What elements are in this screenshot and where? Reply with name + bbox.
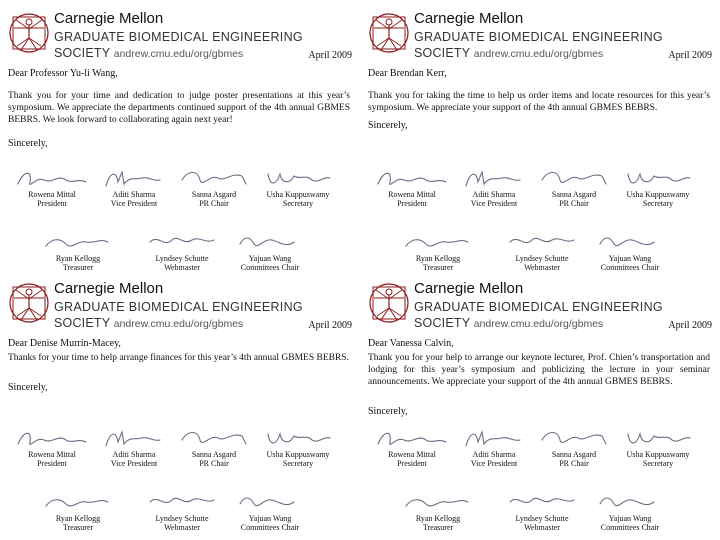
officer-name: Lyndsey Schutte [515,514,569,523]
signature-ryan-kellogg [38,230,118,272]
officer-name: Yajuan Wang [248,254,292,263]
officer-name: Rowena Mittal [28,190,76,199]
handwritten-signature-icon [374,166,450,190]
brand-name: Carnegie Mellon [414,280,524,297]
handwritten-signature-icon [96,426,172,450]
letter-date: April 2009 [308,50,352,61]
signature-lyndsey-schutte [142,490,222,532]
org-society-line [414,46,603,60]
officer-role: Treasurer [422,523,454,532]
officer-name: Yajuan Wang [248,514,292,523]
closing: Sincerely, [368,406,408,417]
officer-role: President [37,459,67,468]
signature-usha-kuppuswamy [258,426,338,468]
officer-role: President [397,199,427,208]
officer-role: Vice President [110,459,158,468]
salutation: Dear Professor Yu-li Wang, [8,68,118,79]
officer-name: Usha Kuppuswamy [626,450,690,459]
officer-role: Webmaster [164,523,200,532]
handwritten-signature-icon [504,230,580,254]
officer-role: Vice President [110,199,158,208]
officer-name: Yajuan Wang [608,514,652,523]
signature-lyndsey-schutte [142,230,222,272]
officer-role: Committees Chair [240,523,300,532]
org-url: andrew.cmu.edu/org/gbmes [473,48,604,60]
officer-role: Webmaster [524,263,560,272]
officer-role: Webmaster [164,263,200,272]
salutation: Dear Denise Murrin-Macey, [8,338,121,349]
signature-rowena-mittal [372,166,452,208]
officer-name: Sanna Asgard [551,450,597,459]
officer-role: Treasurer [422,263,454,272]
signature-ryan-kellogg [38,490,118,532]
org-line: GRADUATE BIOMEDICAL ENGINEERING [54,300,303,314]
officer-name: Aditi Sharma [472,190,516,199]
signature-aditi-sharma [454,426,534,468]
handwritten-signature-icon [456,166,532,190]
officer-role: Committees Chair [600,263,660,272]
handwritten-signature-icon [620,426,696,450]
handwritten-signature-icon [176,426,252,450]
handwritten-signature-icon [536,426,612,450]
handwritten-signature-icon [14,426,90,450]
letter-card [362,276,714,538]
handwritten-signature-icon [456,426,532,450]
officer-name: Sanna Asgard [551,190,597,199]
letter-card [362,6,714,272]
brand-name: Carnegie Mellon [54,10,164,27]
officer-role: Webmaster [524,523,560,532]
handwritten-signature-icon [40,230,116,254]
signature-ryan-kellogg [398,230,478,272]
officer-name: Ryan Kellogg [415,514,461,523]
officer-name: Aditi Sharma [112,190,156,199]
society-label: SOCIETY [54,316,111,330]
vitruvian-logo-icon [6,10,52,56]
signature-aditi-sharma [94,166,174,208]
officer-role: President [397,459,427,468]
officer-role: Treasurer [62,263,94,272]
officer-name: Lyndsey Schutte [155,514,209,523]
handwritten-signature-icon [400,490,476,514]
handwritten-signature-icon [620,166,696,190]
org-url: andrew.cmu.edu/org/gbmes [473,318,604,330]
society-label: SOCIETY [414,46,471,60]
officer-name: Ryan Kellogg [415,254,461,263]
signature-yajuan-wang [590,490,670,532]
signature-rowena-mittal [372,426,452,468]
officer-name: Sanna Asgard [191,450,237,459]
handwritten-signature-icon [504,490,580,514]
officer-role: Secretary [282,199,314,208]
signature-lyndsey-schutte [502,230,582,272]
officer-name: Ryan Kellogg [55,514,101,523]
officer-role: PR Chair [559,459,589,468]
signature-usha-kuppuswamy [618,166,698,208]
org-line: GRADUATE BIOMEDICAL ENGINEERING [414,30,663,44]
signature-sanna-asgard [534,166,614,208]
closing: Sincerely, [368,120,408,131]
signature-usha-kuppuswamy [258,166,338,208]
brand-name: Carnegie Mellon [414,10,524,27]
signature-sanna-asgard [534,426,614,468]
closing: Sincerely, [8,138,48,149]
officer-role: Committees Chair [600,523,660,532]
officer-role: PR Chair [199,459,229,468]
vitruvian-logo-icon [366,10,412,56]
handwritten-signature-icon [374,426,450,450]
officer-role: Secretary [282,459,314,468]
org-line: GRADUATE BIOMEDICAL ENGINEERING [414,300,663,314]
officer-name: Lyndsey Schutte [155,254,209,263]
letter-card [2,276,354,538]
officer-name: Rowena Mittal [28,450,76,459]
officer-name: Sanna Asgard [191,190,237,199]
letter-date: April 2009 [308,320,352,331]
handwritten-signature-icon [40,490,116,514]
signature-yajuan-wang [230,230,310,272]
officer-name: Ryan Kellogg [55,254,101,263]
signature-sanna-asgard [174,426,254,468]
letter-date: April 2009 [668,50,712,61]
officer-role: Committees Chair [240,263,300,272]
letter-body: Thank you for your time and dedication to judge poster presentations at this year’s symposium. We appreciate the departments continued support of the 4th annual GBMES BEBRS. We look forward to collaborating again next year! [8,91,350,125]
org-url: andrew.cmu.edu/org/gbmes [113,318,244,330]
handwritten-signature-icon [144,230,220,254]
handwritten-signature-icon [144,490,220,514]
handwritten-signature-icon [232,230,308,254]
signature-yajuan-wang [230,490,310,532]
signature-rowena-mittal [12,426,92,468]
officer-name: Rowena Mittal [388,450,436,459]
handwritten-signature-icon [592,230,668,254]
signature-lyndsey-schutte [502,490,582,532]
officer-role: President [37,199,67,208]
signature-usha-kuppuswamy [618,426,698,468]
officer-name: Lyndsey Schutte [515,254,569,263]
officer-role: PR Chair [559,199,589,208]
vitruvian-logo-icon [6,280,52,326]
org-society-line [54,46,243,60]
closing: Sincerely, [8,382,48,393]
society-label: SOCIETY [54,46,111,60]
salutation: Dear Brendan Kerr, [368,68,447,79]
signature-yajuan-wang [590,230,670,272]
salutation: Dear Vanessa Calvin, [368,338,454,349]
society-label: SOCIETY [414,316,471,330]
letter-card [2,6,354,272]
handwritten-signature-icon [536,166,612,190]
signature-aditi-sharma [454,166,534,208]
vitruvian-logo-icon [366,280,412,326]
officer-name: Aditi Sharma [112,450,156,459]
letter-body: Thank you for taking the time to help us order items and locate resources for this year’s symposium. We appreciate your support of the 4th annual GBMES BEBRS. [368,91,710,113]
handwritten-signature-icon [592,490,668,514]
org-line: GRADUATE BIOMEDICAL ENGINEERING [54,30,303,44]
handwritten-signature-icon [232,490,308,514]
officer-role: Secretary [642,459,674,468]
letter-body: Thanks for your time to help arrange finances for this year’s 4th annual GBMES BEBRS. [8,353,349,363]
letter-date: April 2009 [668,320,712,331]
handwritten-signature-icon [260,166,336,190]
handwritten-signature-icon [260,426,336,450]
signature-aditi-sharma [94,426,174,468]
signature-rowena-mittal [12,166,92,208]
org-url: andrew.cmu.edu/org/gbmes [113,48,244,60]
signature-sanna-asgard [174,166,254,208]
brand-name: Carnegie Mellon [54,280,164,297]
officer-role: Vice President [470,459,518,468]
letter-body: Thank you for your help to arrange our keynote lecturer, Prof. Chien’s transportation and lodging for this year’s symposium and publicizing the lecture in your seminar announcements. We appreciate your support of the 4th annual GBMES BEBRS. [368,353,710,387]
officer-role: Treasurer [62,523,94,532]
handwritten-signature-icon [176,166,252,190]
signature-ryan-kellogg [398,490,478,532]
org-society-line [54,316,243,330]
officer-name: Usha Kuppuswamy [266,190,330,199]
officer-name: Usha Kuppuswamy [266,450,330,459]
officer-role: Vice President [470,199,518,208]
officer-name: Rowena Mittal [388,190,436,199]
handwritten-signature-icon [96,166,172,190]
officer-role: PR Chair [199,199,229,208]
handwritten-signature-icon [14,166,90,190]
org-society-line [414,316,603,330]
officer-name: Aditi Sharma [472,450,516,459]
handwritten-signature-icon [400,230,476,254]
officer-name: Yajuan Wang [608,254,652,263]
officer-name: Usha Kuppuswamy [626,190,690,199]
officer-role: Secretary [642,199,674,208]
